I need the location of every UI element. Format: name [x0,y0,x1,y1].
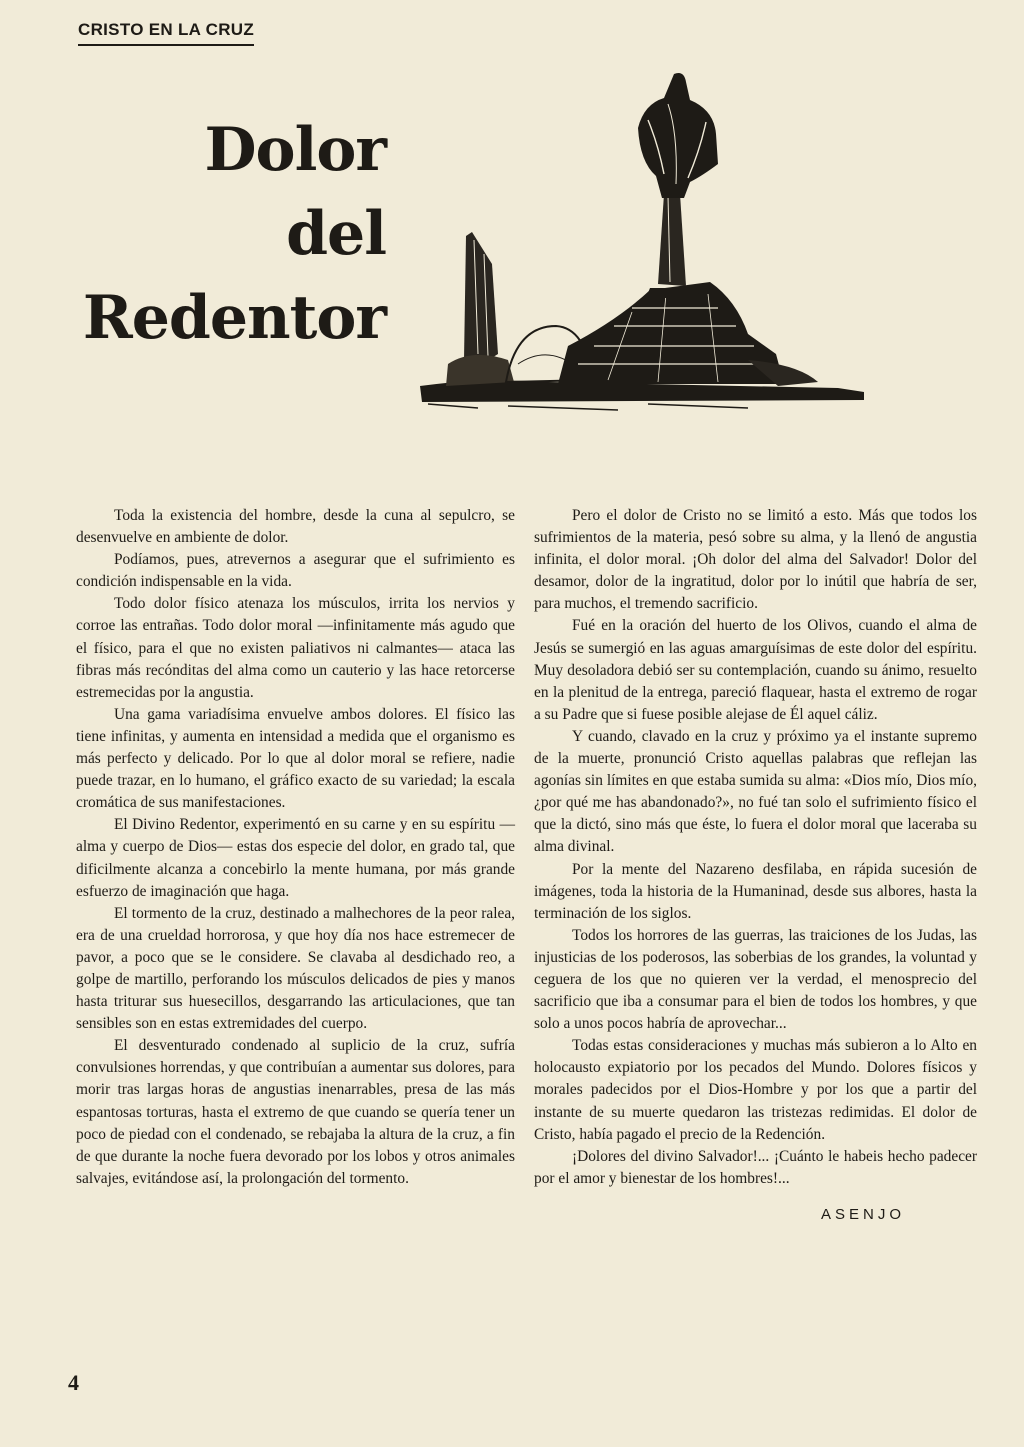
article-paragraph: ¡Dolores del divino Salvador!... ¡Cuánto le habeis hecho padecer por el amor y bienestar de los hombres!... [534,1147,977,1187]
article-paragraph: Fué en la oración del huerto de los Olivos, cuando el alma de Jesús se sumergió en las aguas amarguísimas de este dolor del espíritu. Muy desoladora debió ser su contemplación, cuando su ánimo, resuelto en la plenitud de la entrega, pareció flaquear, hasta el extremo de rogar a su Padre que si fuese posible alejase de Él aquel cáliz. [534,617,977,723]
article-paragraph: Por la mente del Nazareno desfilaba, en rápida sucesión de imágenes, toda la historia de la Humaninad, desde sus albores, hasta la terminación de los siglos. [534,860,977,922]
author-signature: ASENJO [820,1205,905,1223]
article-paragraph: El desventurado condenado al suplicio de la cruz, sufría convulsiones horrendas, y que contribuían a aumentar sus dolores, para morir tras largas horas de angustias inenarrables, presa de las más espantosas torturas, hasta el extremo de que cuando se quería tener un poco de piedad con el condenado, se rebajaba la altura de la cruz, a fin de que durante la noche fuera devorado por los lobos y otros animales salvajes, evitándose así, la prolongación del tormento. [76,1037,515,1187]
article-paragraph: El Divino Redentor, experimentó en su carne y en su espíritu —alma y cuerpo de Dios— estas dos especie del dolor, en grado tal, que dificilmente alcanza a concebirlo la mente humana, por más grande esfuerzo de imaginación que haga. [76,816,515,900]
title-line: Redentor [82,283,386,353]
cross-monument-illustration [418,64,868,416]
section-header: CRISTO EN LA CRUZ [78,20,254,46]
article-paragraph: Toda la existencia del hombre, desde la cuna al sepulcro, se desenvuelve en ambiente de dolor. [76,507,515,547]
title-line: del [286,199,386,269]
article-paragraph: Podíamos, pues, atrevernos a asegurar que el sufrimiento es condición indispensable en la vida. [76,551,515,591]
article-paragraph: Una gama variadísima envuelve ambos dolores. El físico las tiene infinitas, y aumenta en intensidad a medida que el organismo es más perfecto y delicado. Por lo que al dolor moral se refiere, nadie puede trazar, en lo humano, el gráfico exacto de su variedad; la escala cromática de sus manifestaciones. [76,705,515,812]
article-right-column [534,505,977,1226]
title-line: Dolor [204,115,386,185]
article-paragraph: Y cuando, clavado en la cruz y próximo ya el instante supremo de la muerte, pronunció Cristo aquellas palabras que reflejan las agonías sin límites en que estaba sumida su alma: «Dios mío, Dios mío, ¿por qué me has abandonado?», no fué tan solo el sufrimiento físico el que la dictó, sino más que éste, lo fuera el dolor moral que laceraba su alma divinal. [534,727,977,856]
article-title [83,108,386,360]
article-left-column [76,505,515,1190]
article-paragraph: Todas estas consideraciones y muchas más subieron a lo Alto en holocausto expiatorio por los pecados del Mundo. Dolores físicos y morales padecidos por el Dios-Hombre y por los que a partir del instante de su muerte quedaron las tristezas redimidas. El dolor de Cristo, había pagado el precio de la Redención. [534,1037,977,1143]
article-paragraph: El tormento de la cruz, destinado a malhechores de la peor ralea, era de una crueldad horrorosa, y que hoy día nos hace estremecer de pavor, a poco que se le considere. Se clavaba al desdichado reo, a golpe de martillo, perforando los músculos delicados de pies y manos hasta triturar sus huesecillos, desgarrando las articulaciones, que tan sensibles son en estas extremidades del cuerpo. [76,904,515,1033]
article-paragraph: Todos los horrores de las guerras, las traiciones de los Judas, las injusticias de los poderosos, las soberbias de los grandes, la voluntad y ceguera de los que no quieren ver la verdad, el menosprecio del sacrificio que iba a consumar para el bien de todos los hombres, y que solo a unos pocos habría de aprovechar... [534,926,977,1033]
page-number: 4 [68,1370,79,1395]
article-paragraph: Pero el dolor de Cristo no se limitó a esto. Más que todos los sufrimientos de la materia, pesó sobre su alma, y la llenó de angustia infinita, el dolor moral. ¡Oh dolor del alma del Salvador! Dolor del desamor, dolor de la ingratitud, dolor por lo inútil que habría de ser, para muchos, el tremendo sacrificio. [534,507,977,613]
article-paragraph: Todo dolor físico atenaza los músculos, irrita los nervios y corroe las entrañas. Todo dolor moral —infinitamente más agudo que el físico, para el que no existen paliativos ni calmantes— ataca las fibras más recónditas del alma como un cauterio y las hace retorcerse estremecidas por la angustia. [76,595,515,701]
